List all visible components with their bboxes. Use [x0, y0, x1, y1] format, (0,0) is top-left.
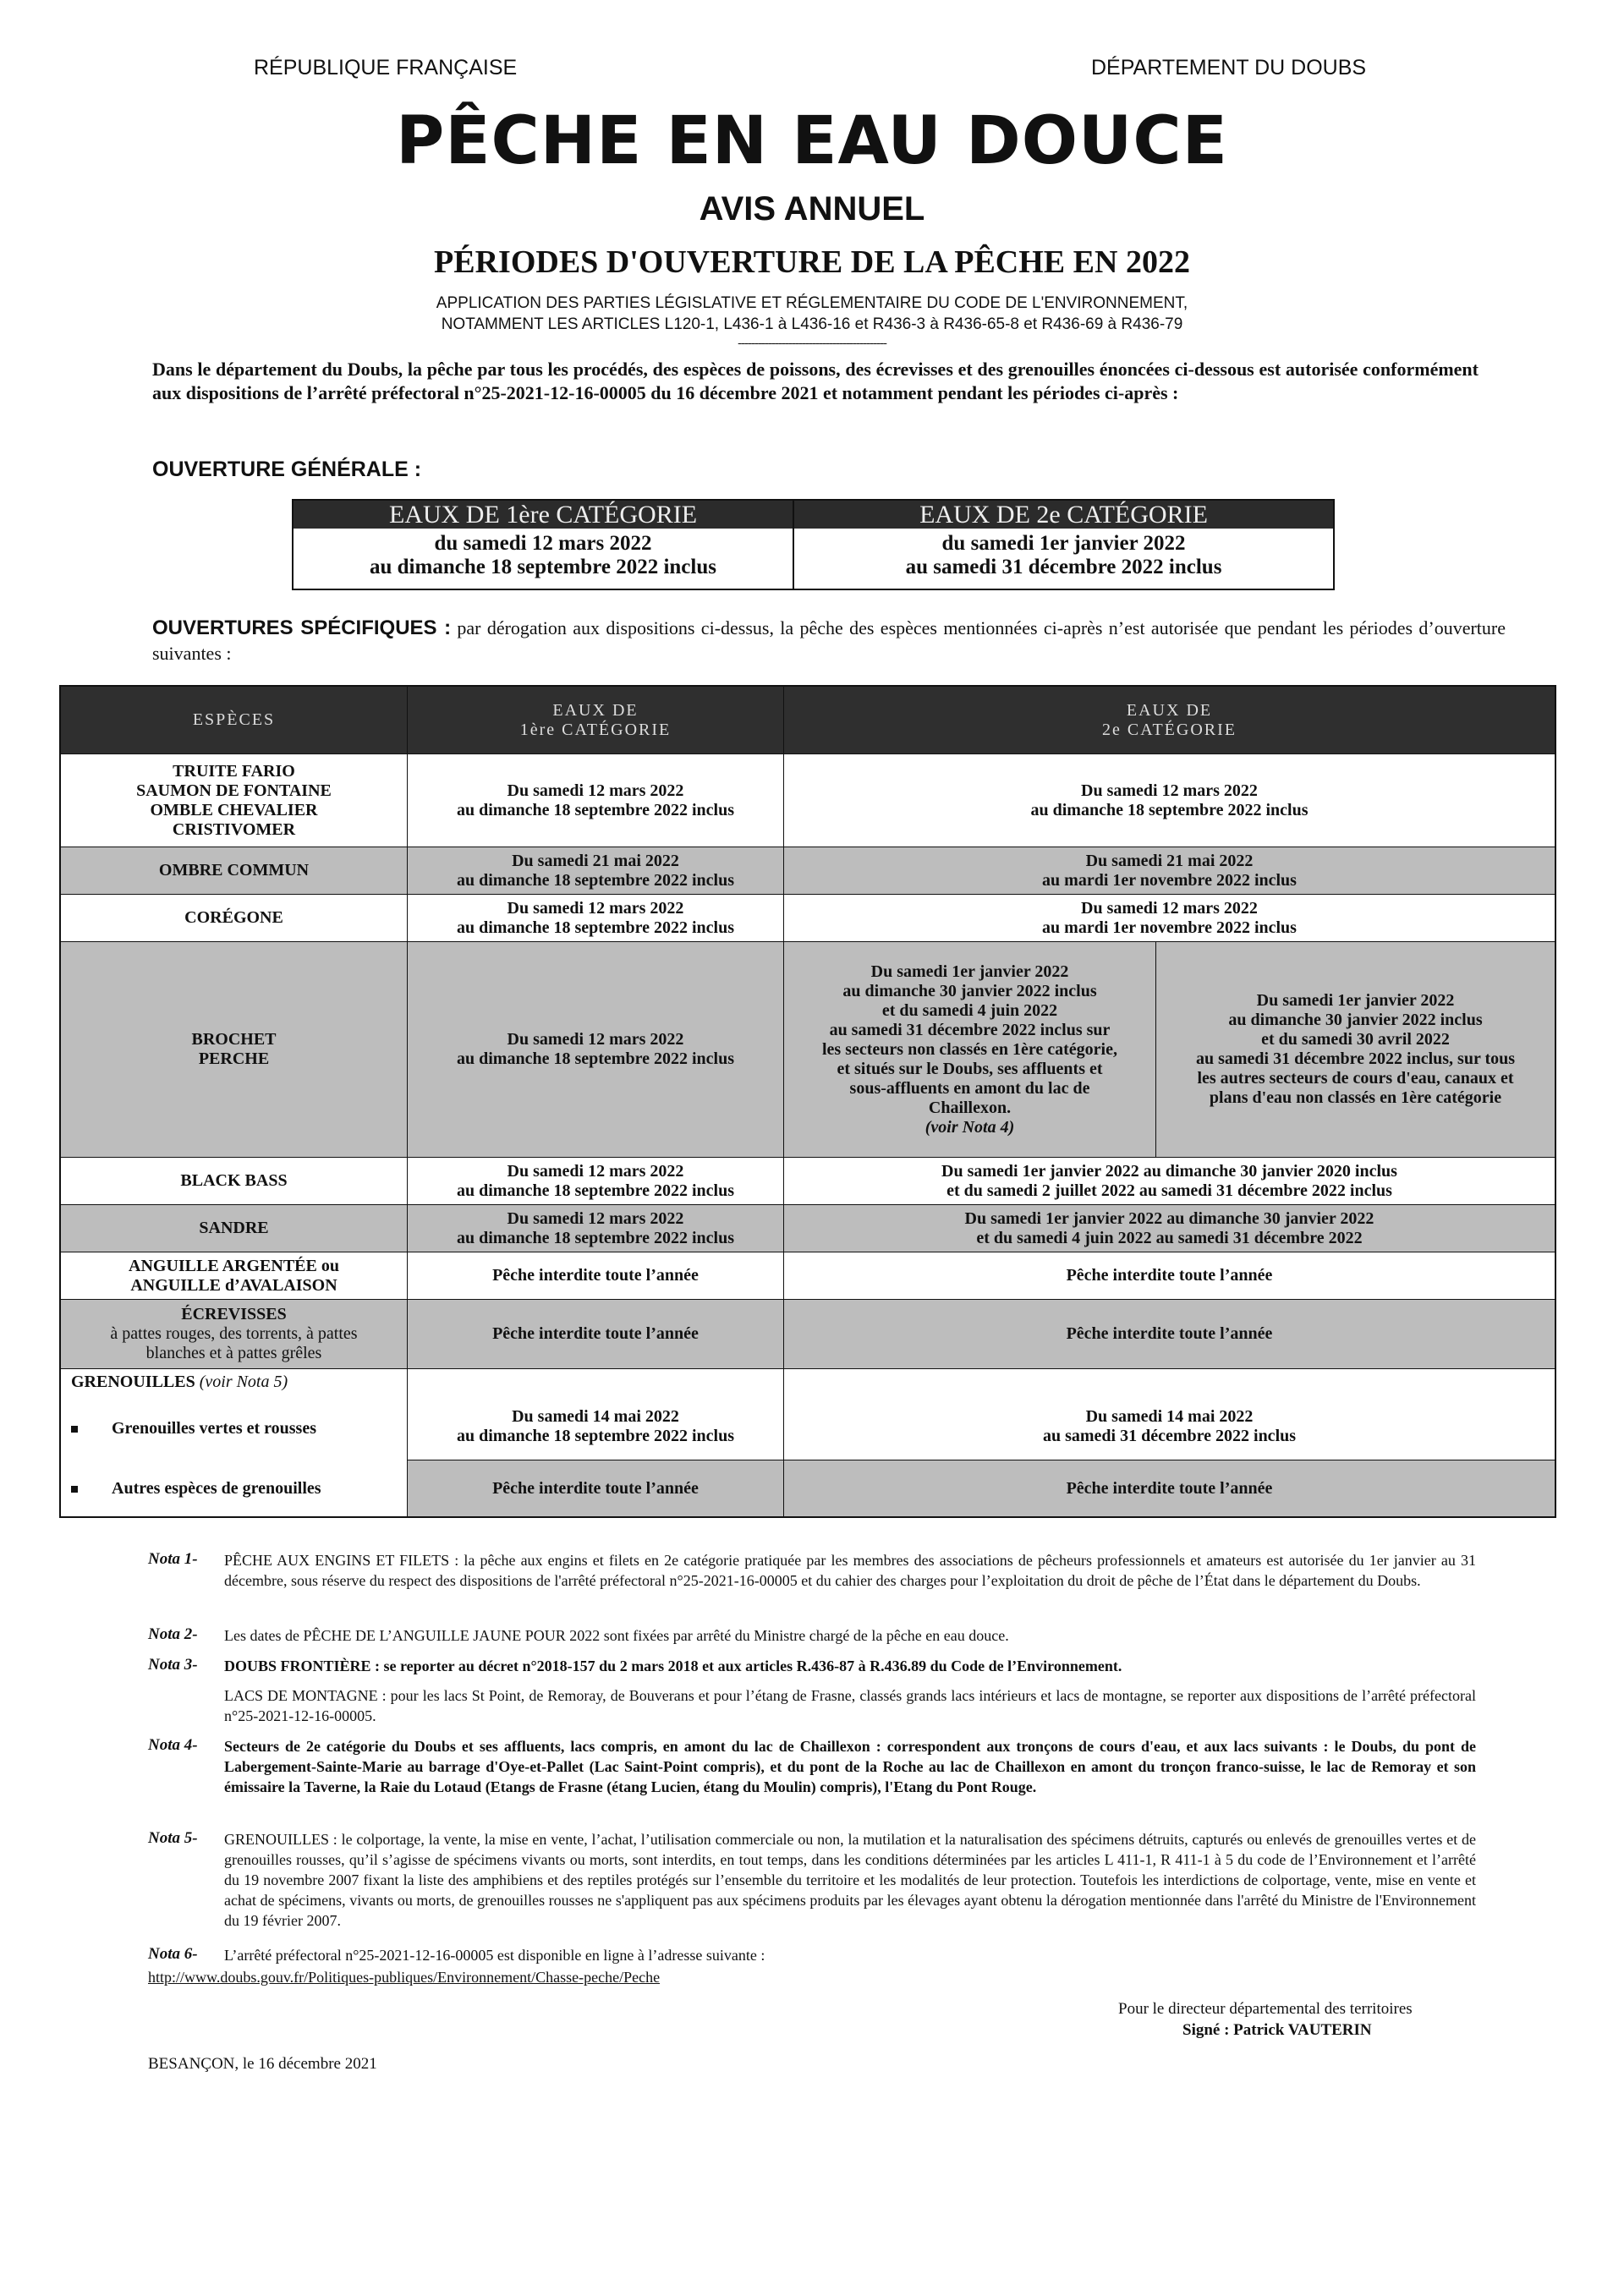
- coregone-cat2-line1: Du samedi 12 mars 2022: [1081, 898, 1258, 918]
- grayling-cat2-line1: Du samedi 21 mai 2022: [1085, 851, 1254, 870]
- specific-openings-paragraph: [152, 616, 1506, 666]
- pike-cat2a-line2: au dimanche 30 janvier 2022 inclus: [842, 981, 1097, 1000]
- nota-1-text: PÊCHE AUX ENGINS ET FILETS : la pêche aux engins et filets en 2e catégorie pratiquée par les membres des associations de pêcheurs professionnels et amateurs est autorisée du 1er janvier au 31 décembre, sous réserve du respect des dispositions de l'arrêté préfectoral n°25-2021-16-00005 et du cahier des charges pour l’exploitation du droit de pêche de l’État dans le département du Doubs.: [224, 1552, 1476, 1589]
- nota-6-link[interactable]: http://www.doubs.gouv.fr/Politiques-publiques/Environnement/Chasse-peche/Peche: [148, 1969, 661, 1986]
- coregone-cat2: [784, 895, 1555, 942]
- species-grayling-label: OMBRE COMMUN: [158, 861, 310, 879]
- nota-1-label: Nota 1-: [148, 1550, 198, 1568]
- eel-cat2: [784, 1252, 1555, 1300]
- pike-cat2a-line5: les secteurs non classés en 1ère catégorie,: [822, 1039, 1117, 1059]
- trout-cat1-line2: au dimanche 18 septembre 2022 inclus: [457, 800, 734, 819]
- header-right: DÉPARTEMENT DU DOUBS: [1091, 56, 1367, 79]
- general-cat1-start: du samedi 12 mars 2022: [434, 532, 652, 555]
- species-frogs-sub1: [71, 1419, 316, 1438]
- species-sandre: [61, 1205, 408, 1252]
- periods-title: PÉRIODES D'OUVERTURE DE LA PÊCHE EN 2022: [434, 244, 1190, 280]
- black-bass-cat2-line2: et du samedi 2 juillet 2022 au samedi 31 décembre 2022 inclus: [946, 1181, 1392, 1200]
- col-header-cat2-line1: EAUX DE: [1126, 700, 1213, 720]
- species-grayling: [61, 847, 408, 895]
- pike-cat2a-line7: sous-affluents en amont du lac de: [849, 1078, 1090, 1098]
- crayfish-cat2-text: Pêche interdite toute l’année: [1066, 1324, 1273, 1343]
- pike-cat2b-line6: plans d'eau non classés en 1ère catégorie: [1209, 1088, 1502, 1107]
- sandre-cat2: [784, 1205, 1555, 1252]
- frogs-green-cat1: [408, 1393, 784, 1460]
- header-left: RÉPUBLIQUE FRANÇAISE: [254, 56, 518, 79]
- page-title: PÊCHE EN EAU DOUCE: [396, 103, 1228, 179]
- crayfish-cat2: [784, 1300, 1555, 1369]
- col-header-cat1-line2: 1ère CATÉGORIE: [519, 720, 672, 739]
- coregone-cat1-line1: Du samedi 12 mars 2022: [507, 898, 684, 918]
- frogs-green-cat2-line1: Du samedi 14 mai 2022: [1085, 1406, 1254, 1426]
- coregone-cat1-line2: au dimanche 18 septembre 2022 inclus: [457, 918, 734, 937]
- species-frogs-title-bold: GRENOUILLES: [71, 1373, 195, 1391]
- species-coregone: [61, 895, 408, 942]
- black-bass-cat1-line2: au dimanche 18 septembre 2022 inclus: [457, 1181, 734, 1200]
- general-cat2-start: du samedi 1er janvier 2022: [941, 532, 1186, 555]
- application-line-1: APPLICATION DES PARTIES LÉGISLATIVE ET RÉGLEMENTAIRE DU CODE DE L'ENVIRONNEMENT,: [436, 294, 1188, 312]
- crayfish-cat1: [408, 1300, 784, 1369]
- pike-cat2a-line8: Chaillexon.: [928, 1098, 1012, 1117]
- pike-cat2a-line6: et situés sur le Doubs, ses affluents et: [837, 1059, 1103, 1078]
- sandre-cat1-line2: au dimanche 18 septembre 2022 inclus: [457, 1228, 734, 1247]
- nota-6-text: L’arrêté préfectoral n°25-2021-12-16-00005 est disponible en ligne à l’adresse suivante :: [224, 1947, 765, 1964]
- col-header-species-label: ESPÈCES: [192, 710, 276, 729]
- species-trout: [61, 754, 408, 847]
- application-line-2: NOTAMMENT LES ARTICLES L120-1, L436-1 à L436-16 et R436-3 à R436-65-8 et R436-69 à R436-79: [441, 315, 1183, 333]
- signature-line-1: Pour le directeur départemental des territoires: [1118, 2000, 1413, 2018]
- nota-2-label: Nota 2-: [148, 1625, 198, 1643]
- pike-cat2-doubs: [784, 942, 1156, 1158]
- species-crayfish: [61, 1300, 408, 1369]
- specific-openings-heading: OUVERTURES SPÉCIFIQUES :: [152, 616, 452, 639]
- pike-cat2-others: [1156, 942, 1555, 1158]
- pike-cat1: [408, 942, 784, 1158]
- coregone-cat2-line2: au mardi 1er novembre 2022 inclus: [1042, 918, 1297, 937]
- trout-cat2-line1: Du samedi 12 mars 2022: [1081, 781, 1258, 800]
- bullet-icon: [71, 1426, 78, 1433]
- species-crayfish-line3: blanches et à pattes grêles: [145, 1344, 322, 1362]
- species-eel: [61, 1252, 408, 1300]
- general-opening-table: [292, 499, 1335, 590]
- sandre-cat2-line2: et du samedi 4 juin 2022 au samedi 31 décembre 2022: [976, 1228, 1363, 1247]
- species-crayfish-line2: à pattes rouges, des torrents, à pattes: [110, 1324, 358, 1343]
- species-pike-perch: [61, 942, 408, 1158]
- species-black-bass: [61, 1158, 408, 1205]
- frogs-green-cat2: [784, 1393, 1555, 1460]
- place-date: BESANÇON, le 16 décembre 2021: [148, 2055, 377, 2073]
- frogs-green-cat1-line2: au dimanche 18 septembre 2022 inclus: [457, 1426, 734, 1445]
- black-bass-cat1-line1: Du samedi 12 mars 2022: [507, 1161, 684, 1181]
- pike-cat2a-line4: au samedi 31 décembre 2022 inclus sur: [829, 1020, 1111, 1039]
- species-crayfish-title: ÉCREVISSES: [181, 1305, 287, 1323]
- trout-cat2: [784, 754, 1555, 847]
- sandre-cat1: [408, 1205, 784, 1252]
- species-trout-line4: CRISTIVOMER: [172, 819, 296, 839]
- pike-cat2a-nota-ref: (voir Nota 4): [924, 1117, 1015, 1137]
- nota-4-label: Nota 4-: [148, 1736, 198, 1754]
- black-bass-cat1: [408, 1158, 784, 1205]
- col-header-cat1: [408, 687, 784, 754]
- grayling-cat1-line1: Du samedi 21 mai 2022: [512, 851, 679, 870]
- species-frogs-sub2-label: Autres espèces de grenouilles: [112, 1479, 321, 1498]
- trout-cat1: [408, 754, 784, 847]
- nota-5-text: GRENOUILLES : le colportage, la vente, la mise en vente, l’achat, l’utilisation commerciale ou non, la mutilation et la naturalisation des spécimens détruits, capturés ou enlevés de grenouilles vertes et de grenouilles rousses, qu’il s’agisse de spécimens vivants ou morts, sont interdits, en tout temps, dans les conditions déterminées par les articles L 411-1, R 411-1 à 5 du code de l’Environnement et l’arrêté du 19 novembre 2007 fixant la liste des amphibiens et des reptiles protégés sur l’ensemble du territoire et les modalités de leur protection. Toutefois les interdictions de colportage, vente, mise en vente et achat de spécimens, vivants ou morts, de grenouilles rousses ne s'appliquent pas aux spécimens produits par les élevages ayant obtenu la dérogation mentionnée dans l'arrêté du Ministre de l'Environnement du 19 février 2007.: [224, 1831, 1476, 1929]
- species-frogs-title: [71, 1373, 288, 1392]
- species-coregone-label: CORÉGONE: [184, 908, 283, 927]
- species-trout-line1: TRUITE FARIO: [173, 761, 295, 781]
- species-frogs-sub2: [71, 1479, 321, 1499]
- species-trout-line3: OMBLE CHEVALIER: [150, 800, 318, 819]
- sandre-cat2-line1: Du samedi 1er janvier 2022 au dimanche 30 janvier 2022: [964, 1208, 1374, 1228]
- black-bass-cat2: [784, 1158, 1555, 1205]
- general-cat1-end: au dimanche 18 septembre 2022 inclus: [370, 556, 716, 578]
- general-col-cat1-header: EAUX DE 1ère CATÉGORIE: [294, 501, 793, 529]
- specific-openings-text: par dérogation aux dispositions ci-dessus, la pêche des espèces mentionnées ci-après n’est autorisée que pendant les périodes d’ouverture suivantes :: [152, 617, 1506, 664]
- black-bass-cat2-line1: Du samedi 1er janvier 2022 au dimanche 30 janvier 2020 inclus: [941, 1161, 1397, 1181]
- nota-4-text: Secteurs de 2e catégorie du Doubs et ses affluents, lacs compris, en amont du lac de Chaillexon : correspondent aux tronçons de cours d'eau, et aux lacs suivants : le Doubs, du pont de Labergement-Sainte-Marie au barrage d'Oye-et-Pallet (Lac Saint-Point compris), et du pont de la Roche au lac de Chaillexon en amont du tronçon franco-suisse, le lac de Remoray et son émissaire la Taverne, la Raie du Lotaud (Etangs de Frasne (étang Lucien, étang du Moulin) compris), l'Etang du Pont Rouge.: [224, 1738, 1476, 1795]
- frogs-cat2-spacer: [784, 1369, 1555, 1393]
- signature-line-2: Signé : Patrick VAUTERIN: [1182, 2021, 1372, 2039]
- frogs-other-cat1: [408, 1460, 784, 1516]
- separator-dashes: --------------------------------------------: [738, 337, 886, 350]
- pike-cat1-line1: Du samedi 12 mars 2022: [507, 1030, 684, 1049]
- eel-cat1: [408, 1252, 784, 1300]
- pike-cat2b-line1: Du samedi 1er janvier 2022: [1256, 991, 1455, 1010]
- coregone-cat1: [408, 895, 784, 942]
- grayling-cat1: [408, 847, 784, 895]
- intro-paragraph: Dans le département du Doubs, la pêche par tous les procédés, des espèces de poissons, des écrevisses et des grenouilles énoncées ci-dessous est autorisée conformément aux dispositions de l’arrêté préfectoral n°25-2021-12-16-00005 du 16 décembre 2021 et notamment pendant les périodes ci-après :: [152, 359, 1479, 403]
- frogs-cat1-spacer: [408, 1369, 784, 1393]
- species-table: [59, 685, 1556, 1518]
- pike-cat2b-line5: les autres secteurs de cours d'eau, canaux et: [1197, 1069, 1514, 1088]
- page-subtitle: AVIS ANNUEL: [699, 190, 925, 227]
- frogs-green-cat1-line1: Du samedi 14 mai 2022: [512, 1406, 679, 1426]
- nota-3-text: DOUBS FRONTIÈRE : se reporter au décret n°2018-157 du 2 mars 2018 et aux articles R.436-87 à R.436.89 du Code de l’Environnement.: [224, 1658, 1122, 1674]
- crayfish-cat1-text: Pêche interdite toute l’année: [492, 1324, 699, 1343]
- trout-cat2-line2: au dimanche 18 septembre 2022 inclus: [1030, 800, 1309, 819]
- frogs-other-cat2: [784, 1460, 1555, 1516]
- grayling-cat1-line2: au dimanche 18 septembre 2022 inclus: [457, 870, 734, 890]
- general-col-cat2: [794, 501, 1333, 589]
- pike-cat2a-line3: et du samedi 4 juin 2022: [881, 1000, 1058, 1020]
- nota-3-label: Nota 3-: [148, 1656, 198, 1674]
- species-eel-line2: ANGUILLE d’AVALAISON: [130, 1275, 337, 1295]
- col-header-cat1-line1: EAUX DE: [552, 700, 639, 720]
- general-cat2-end: au samedi 31 décembre 2022 inclus: [905, 556, 1222, 578]
- col-header-cat2: [784, 687, 1555, 754]
- species-perch-label: PERCHE: [198, 1049, 270, 1068]
- frogs-other-cat2-text: Pêche interdite toute l’année: [1066, 1478, 1273, 1498]
- species-frogs-sub1-label: Grenouilles vertes et rousses: [112, 1419, 317, 1438]
- pike-cat2b-line2: au dimanche 30 janvier 2022 inclus: [1228, 1011, 1483, 1029]
- species-eel-line1: ANGUILLE ARGENTÉE ou: [129, 1256, 339, 1275]
- species-trout-line2: SAUMON DE FONTAINE: [136, 781, 332, 800]
- nota-3b-text: LACS DE MONTAGNE : pour les lacs St Point, de Remoray, de Bouverans et pour l’étang de Frasne, classés grands lacs intérieurs et lacs de montagne, se reporter aux dispositions de l’arrêté préfectoral n°25-2021-12-16-00005.: [224, 1687, 1476, 1724]
- col-header-cat2-line2: 2e CATÉGORIE: [1102, 720, 1237, 739]
- pike-cat2a-line1: Du samedi 1er janvier 2022: [870, 962, 1069, 981]
- trout-cat1-line1: Du samedi 12 mars 2022: [507, 781, 684, 800]
- general-opening-heading: OUVERTURE GÉNÉRALE :: [152, 458, 422, 481]
- sandre-cat1-line1: Du samedi 12 mars 2022: [507, 1208, 684, 1228]
- pike-cat1-line2: au dimanche 18 septembre 2022 inclus: [457, 1049, 734, 1068]
- species-pike-label: BROCHET: [191, 1030, 277, 1049]
- pike-cat2b-line4: au samedi 31 décembre 2022 inclus, sur tous: [1195, 1049, 1516, 1068]
- frogs-green-cat2-line2: au samedi 31 décembre 2022 inclus: [1042, 1426, 1297, 1445]
- grayling-cat2-line2: au mardi 1er novembre 2022 inclus: [1042, 870, 1297, 890]
- species-black-bass-label: BLACK BASS: [180, 1171, 288, 1190]
- col-header-species: [61, 687, 408, 754]
- grayling-cat2: [784, 847, 1555, 895]
- species-frogs: [61, 1369, 408, 1516]
- frogs-other-cat1-text: Pêche interdite toute l’année: [492, 1478, 699, 1498]
- general-col-cat2-header: EAUX DE 2e CATÉGORIE: [794, 501, 1333, 529]
- general-col-cat1: [294, 501, 794, 589]
- nota-6-label: Nota 6-: [148, 1945, 198, 1963]
- bullet-icon: [71, 1486, 78, 1493]
- nota-2-text: Les dates de PÊCHE DE L’ANGUILLE JAUNE POUR 2022 sont fixées par arrêté du Ministre chargé de la pêche en eau douce.: [224, 1627, 1009, 1644]
- eel-cat2-text: Pêche interdite toute l’année: [1066, 1266, 1273, 1285]
- species-frogs-nota-ref: (voir Nota 5): [195, 1373, 288, 1391]
- eel-cat1-text: Pêche interdite toute l’année: [492, 1266, 699, 1285]
- species-sandre-label: SANDRE: [199, 1219, 269, 1237]
- nota-5-label: Nota 5-: [148, 1829, 198, 1847]
- pike-cat2b-line3: et du samedi 30 avril 2022: [1261, 1030, 1450, 1049]
